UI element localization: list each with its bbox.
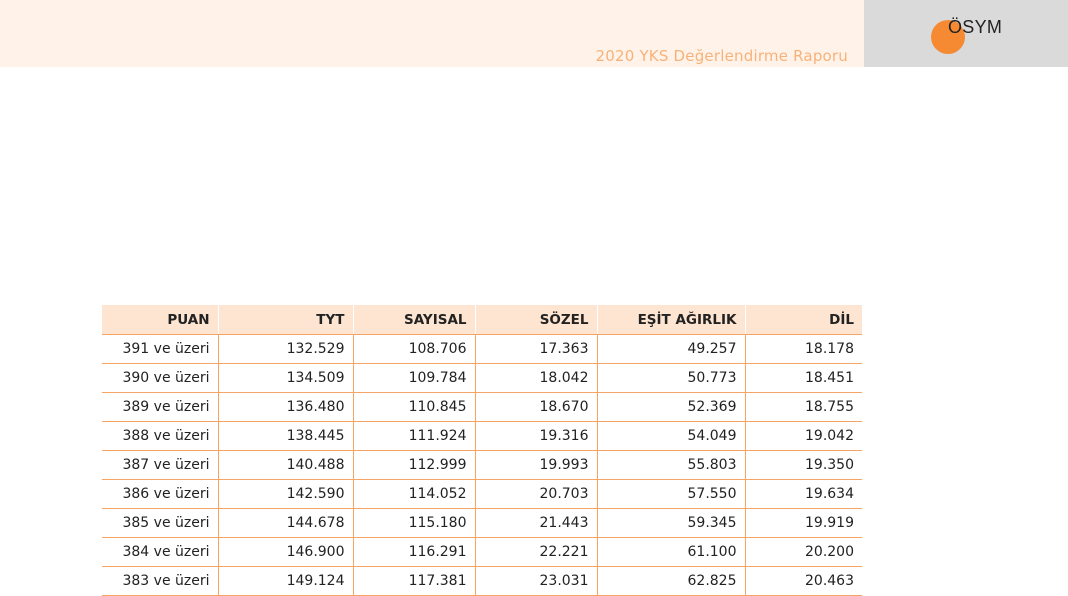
score-threshold-cell: 386 ve üzeri — [102, 480, 218, 509]
score-threshold-cell: 384 ve üzeri — [102, 538, 218, 567]
count-cell: 149.124 — [218, 567, 353, 596]
count-cell: 61.100 — [597, 538, 745, 567]
count-cell: 20.200 — [745, 538, 862, 567]
table-row — [102, 509, 862, 538]
column-header: SÖZEL — [475, 305, 597, 335]
count-cell: 138.445 — [218, 422, 353, 451]
count-cell: 19.993 — [475, 451, 597, 480]
count-cell: 59.345 — [597, 509, 745, 538]
count-cell: 18.670 — [475, 393, 597, 422]
count-cell: 19.350 — [745, 451, 862, 480]
header-band — [0, 0, 864, 67]
count-cell: 108.706 — [353, 335, 475, 364]
count-cell: 19.919 — [745, 509, 862, 538]
count-cell: 62.825 — [597, 567, 745, 596]
count-cell: 22.221 — [475, 538, 597, 567]
column-header: DİL — [745, 305, 862, 335]
count-cell: 54.049 — [597, 422, 745, 451]
score-threshold-cell: 387 ve üzeri — [102, 451, 218, 480]
count-cell: 21.443 — [475, 509, 597, 538]
count-cell: 109.784 — [353, 364, 475, 393]
logo-text: ÖSYM — [948, 17, 1003, 37]
table-row — [102, 451, 862, 480]
count-cell: 114.052 — [353, 480, 475, 509]
score-threshold-cell: 390 ve üzeri — [102, 364, 218, 393]
count-cell: 116.291 — [353, 538, 475, 567]
table-row — [102, 364, 862, 393]
logo — [864, 0, 1068, 67]
count-cell: 17.363 — [475, 335, 597, 364]
column-header: SAYISAL — [353, 305, 475, 335]
count-cell: 50.773 — [597, 364, 745, 393]
count-cell: 142.590 — [218, 480, 353, 509]
table-row — [102, 393, 862, 422]
count-cell: 115.180 — [353, 509, 475, 538]
count-cell: 55.803 — [597, 451, 745, 480]
count-cell: 49.257 — [597, 335, 745, 364]
score-threshold-cell: 389 ve üzeri — [102, 393, 218, 422]
count-cell: 111.924 — [353, 422, 475, 451]
count-cell: 117.381 — [353, 567, 475, 596]
score-threshold-cell: 388 ve üzeri — [102, 422, 218, 451]
count-cell: 20.463 — [745, 567, 862, 596]
count-cell: 146.900 — [218, 538, 353, 567]
count-cell: 20.703 — [475, 480, 597, 509]
count-cell: 110.845 — [353, 393, 475, 422]
count-cell: 18.451 — [745, 364, 862, 393]
count-cell: 19.042 — [745, 422, 862, 451]
count-cell: 23.031 — [475, 567, 597, 596]
count-cell: 18.042 — [475, 364, 597, 393]
score-table-wrapper — [102, 305, 862, 596]
column-header: PUAN — [102, 305, 218, 335]
count-cell: 140.488 — [218, 451, 353, 480]
count-cell: 144.678 — [218, 509, 353, 538]
table-row — [102, 422, 862, 451]
count-cell: 52.369 — [597, 393, 745, 422]
score-threshold-cell: 385 ve üzeri — [102, 509, 218, 538]
count-cell: 112.999 — [353, 451, 475, 480]
score-table — [102, 305, 862, 596]
column-header: EŞİT AĞIRLIK — [597, 305, 745, 335]
count-cell: 57.550 — [597, 480, 745, 509]
table-row — [102, 480, 862, 509]
count-cell: 134.509 — [218, 364, 353, 393]
count-cell: 132.529 — [218, 335, 353, 364]
table-row — [102, 567, 862, 596]
count-cell: 136.480 — [218, 393, 353, 422]
count-cell: 18.178 — [745, 335, 862, 364]
report-title: 2020 YKS Değerlendirme Raporu — [595, 47, 848, 65]
table-row — [102, 335, 862, 364]
column-header: TYT — [218, 305, 353, 335]
score-threshold-cell: 391 ve üzeri — [102, 335, 218, 364]
count-cell: 19.634 — [745, 480, 862, 509]
count-cell: 18.755 — [745, 393, 862, 422]
table-body — [102, 335, 862, 596]
score-threshold-cell: 383 ve üzeri — [102, 567, 218, 596]
table-header-row — [102, 305, 862, 335]
table-row — [102, 538, 862, 567]
count-cell: 19.316 — [475, 422, 597, 451]
